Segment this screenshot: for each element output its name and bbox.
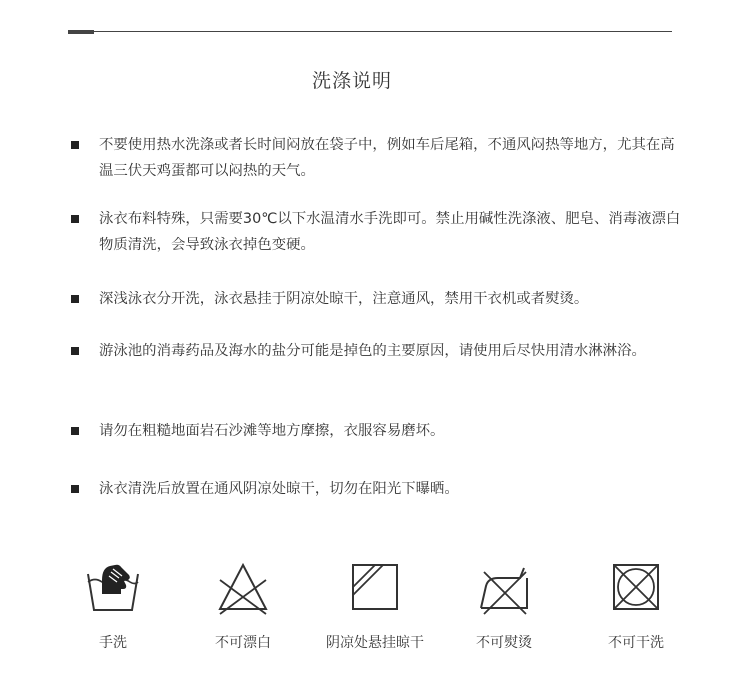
care-symbol-hand-wash: [48, 560, 178, 660]
list-item-text: 深浅泳衣分开洗，泳衣悬挂于阴凉处晾干，注意通风，禁用干衣机或者熨烫。: [99, 291, 589, 307]
care-symbol-no-bleach: [178, 560, 308, 660]
care-symbol-no-iron: [439, 560, 569, 660]
care-symbol-label: 不可干洗: [608, 635, 664, 651]
care-symbol-label: 不可熨烫: [476, 635, 532, 651]
list-item: [68, 204, 688, 258]
square-bullet-icon: [71, 295, 79, 303]
list-item-text: 泳衣布料特殊，只需要30℃以下水温清水手洗即可。禁止用碱性洗涤液、肥皂、消毒液漂白物质清洗，会导致泳衣掉色变硬。: [99, 211, 681, 253]
square-bullet-icon: [71, 141, 79, 149]
no-dry-clean-icon: [608, 560, 664, 616]
no-bleach-icon: [215, 560, 271, 616]
top-divider: [68, 31, 672, 32]
care-symbol-label: 阴凉处悬挂晾干: [326, 635, 424, 651]
square-bullet-icon: [71, 485, 79, 493]
care-symbol-shade-dry: [310, 560, 440, 660]
list-item: [68, 474, 688, 502]
square-bullet-icon: [71, 427, 79, 435]
list-item-text: 请勿在粗糙地面岩石沙滩等地方摩擦，衣服容易磨坏。: [99, 423, 445, 439]
square-bullet-icon: [71, 347, 79, 355]
list-item-text: 泳衣清洗后放置在通风阴凉处晾干，切勿在阳光下曝晒。: [99, 481, 459, 497]
care-symbol-label: 不可漂白: [215, 635, 271, 651]
page-title: 洗涤说明: [311, 70, 392, 92]
square-bullet-icon: [71, 215, 79, 223]
list-item-text: 不要使用热水洗涤或者长时间闷放在袋子中，例如车后尾箱，不通风闷热等地方，尤其在高温三伏天鸡蛋都可以闷热的天气。: [99, 137, 675, 179]
list-item: [68, 416, 688, 444]
hand-wash-icon: [85, 560, 141, 616]
list-item: [68, 130, 688, 184]
care-symbol-no-dry-clean: [571, 560, 701, 660]
top-divider-accent: [68, 30, 94, 34]
list-item: [68, 284, 688, 312]
list-item: [68, 336, 688, 364]
list-item-text: 游泳池的消毒药品及海水的盐分可能是掉色的主要原因，请使用后尽快用清水淋淋浴。: [99, 343, 646, 359]
care-symbol-label: 手洗: [99, 635, 127, 651]
shade-dry-icon: [347, 560, 403, 616]
care-symbols-row: [0, 560, 750, 670]
no-iron-icon: [476, 560, 532, 616]
